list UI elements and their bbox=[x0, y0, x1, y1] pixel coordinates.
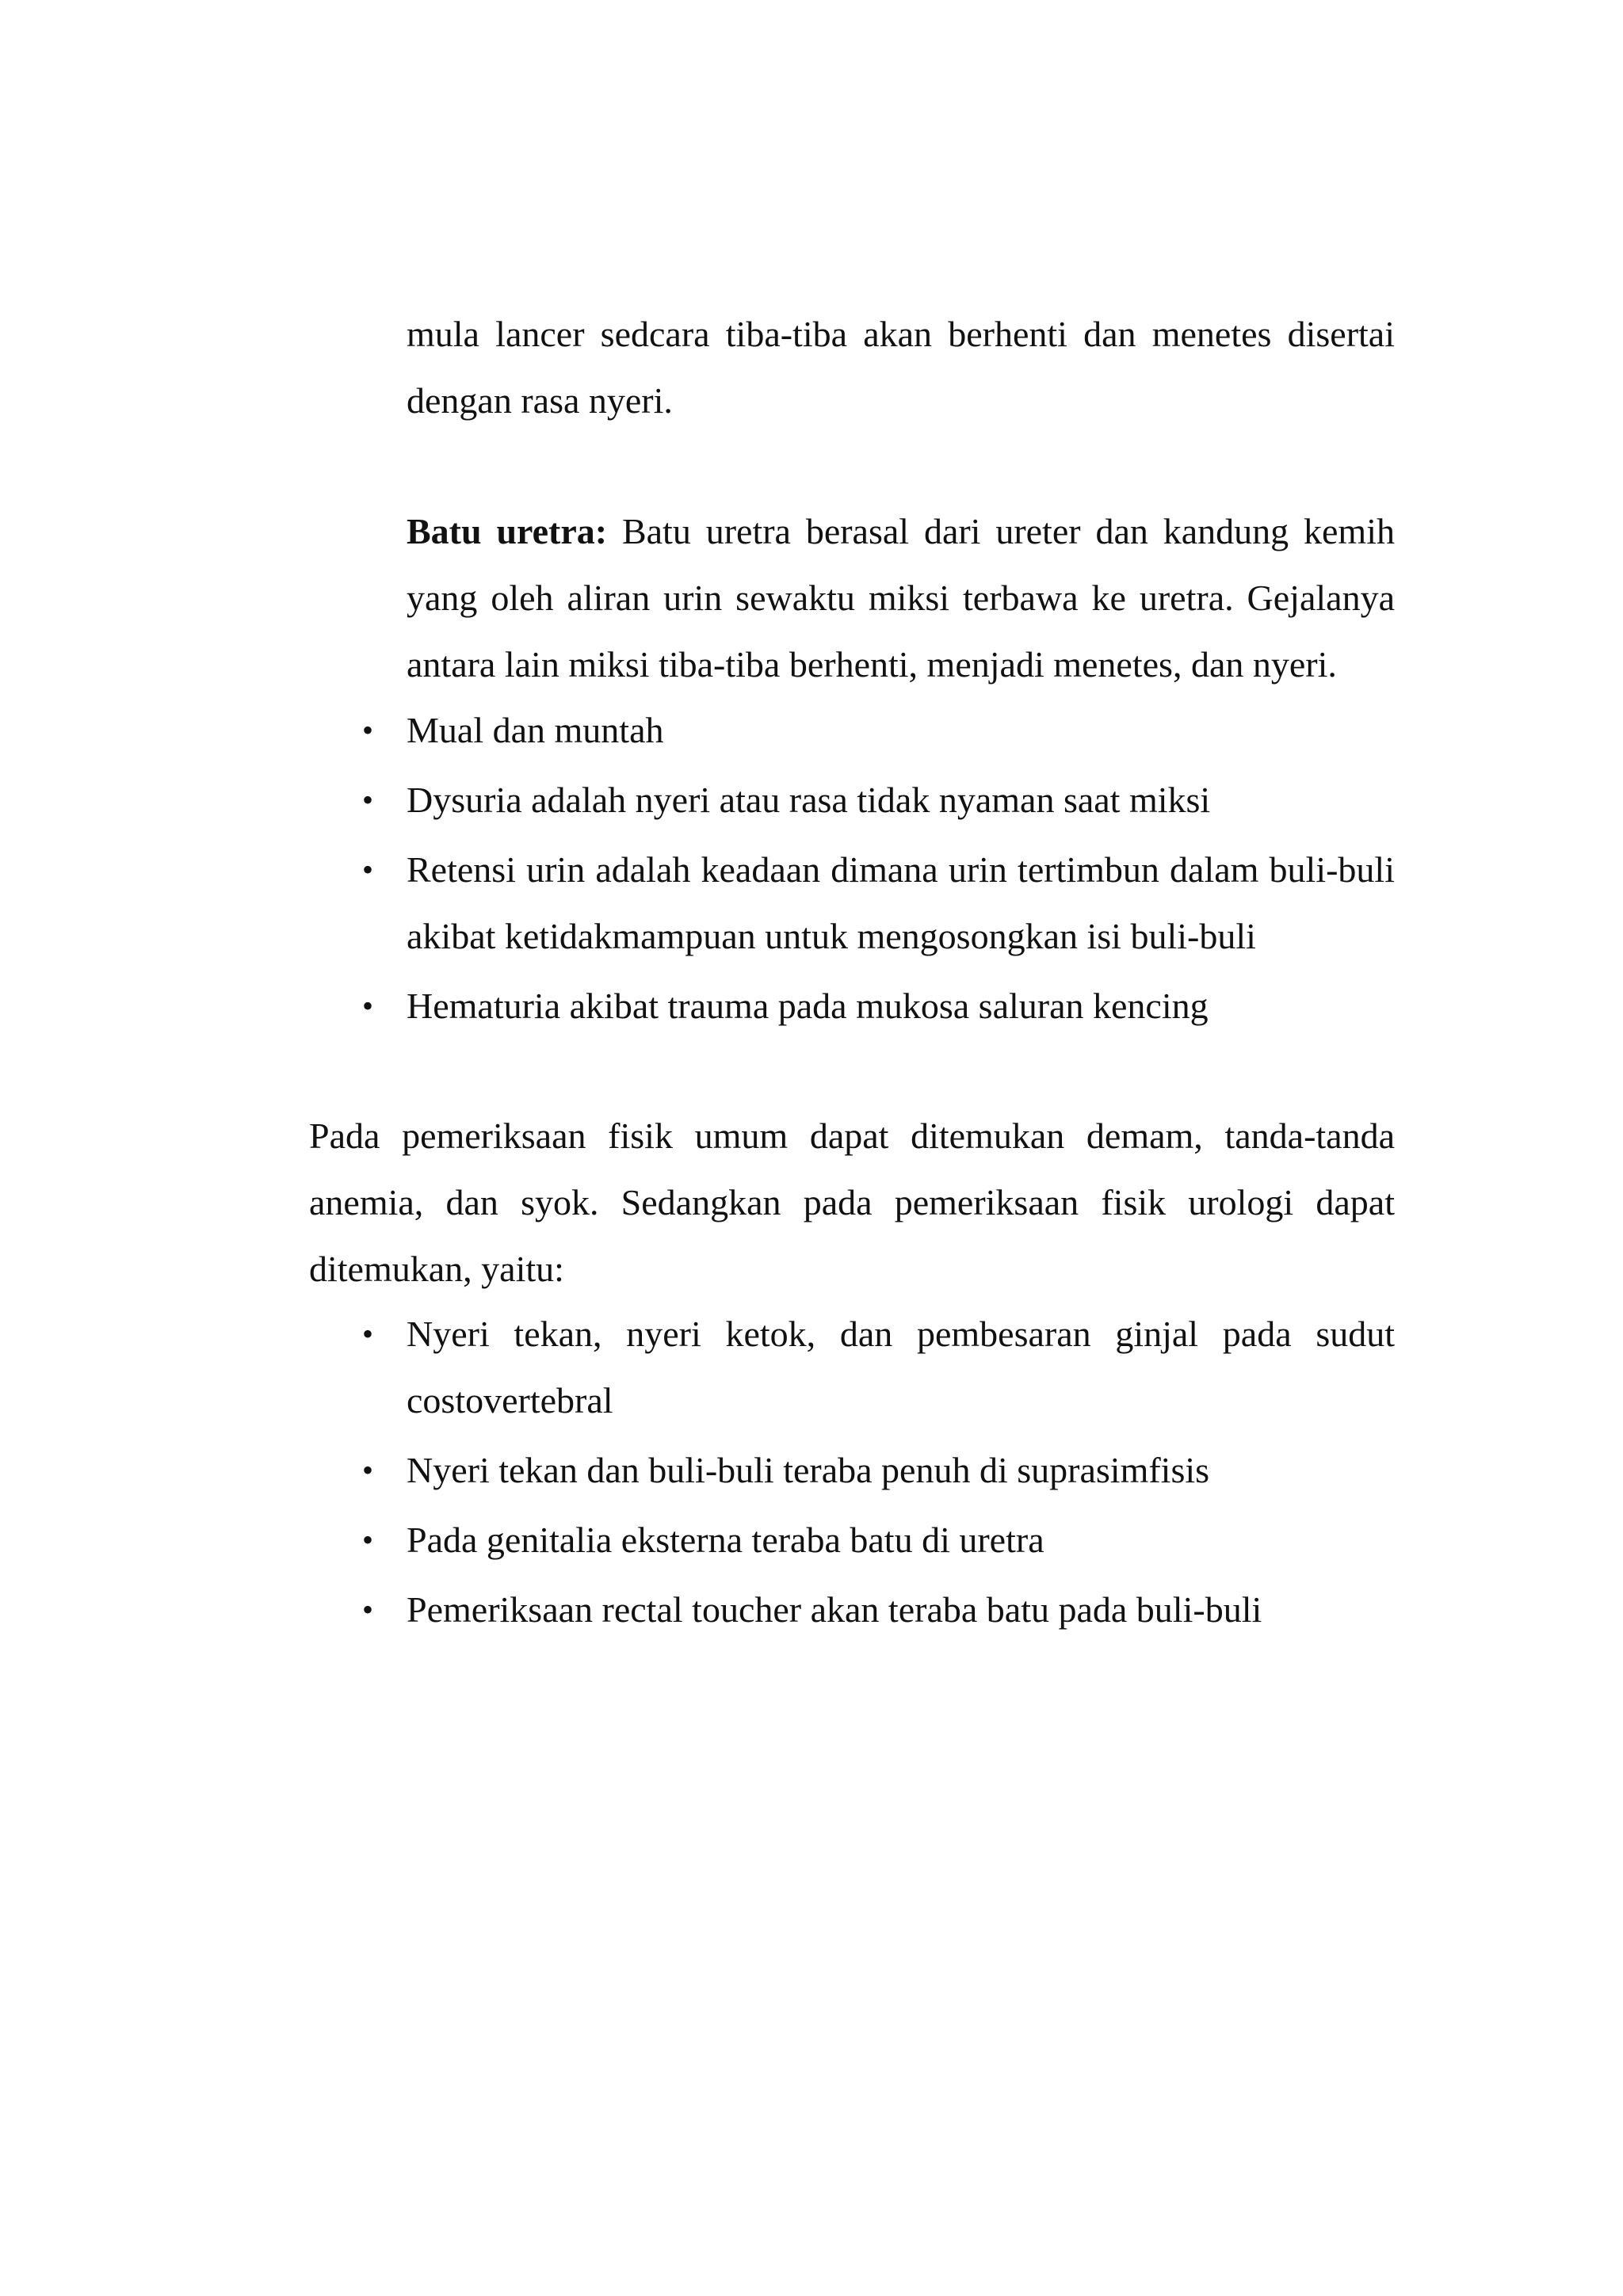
bullet-icon: • bbox=[362, 1316, 374, 1352]
list-item-text: Nyeri tekan, nyeri ketok, dan pembesaran ginjal pada sudut costovertebral bbox=[407, 1314, 1395, 1421]
continuation-paragraph bbox=[407, 301, 1395, 434]
batu-uretra-description: Batu uretra berasal dari ureter dan kandung kemih yang oleh aliran urin sewaktu miksi terbawa ke uretra. Gejalanya antara lain miksi tiba-tiba berhenti, menjadi menetes, dan nyeri. bbox=[407, 511, 1395, 685]
list-item-text: Pada genitalia eksterna teraba batu di uretra bbox=[407, 1520, 1044, 1560]
list-item bbox=[309, 697, 1395, 764]
physical-exam-text: Pada pemeriksaan fisik umum dapat ditemukan demam, tanda-tanda anemia, dan syok. Sedangkan pada pemeriksaan fisik urologi dapat ditemukan, yaitu: bbox=[309, 1116, 1395, 1289]
list-item bbox=[309, 973, 1395, 1039]
list-item-text: Dysuria adalah nyeri atau rasa tidak nyaman saat miksi bbox=[407, 780, 1211, 820]
list-item bbox=[309, 767, 1395, 833]
batu-uretra-term: Batu uretra: bbox=[407, 511, 608, 551]
continuation-text: mula lancer sedcara tiba-tiba akan berhenti dan menetes disertai dengan rasa nyeri. bbox=[407, 314, 1395, 421]
list-item bbox=[309, 837, 1395, 970]
list-item bbox=[309, 1577, 1395, 1643]
list-item-text: Pemeriksaan rectal toucher akan teraba batu pada buli-buli bbox=[407, 1589, 1262, 1630]
bullet-icon: • bbox=[362, 852, 374, 887]
list-item-text: Hematuria akibat trauma pada mukosa saluran kencing bbox=[407, 986, 1209, 1026]
list-item-text: Retensi urin adalah keadaan dimana urin tertimbun dalam buli-buli akibat ketidakmampuan untuk mengosongkan isi buli-buli bbox=[407, 849, 1395, 956]
physical-exam-paragraph bbox=[309, 1103, 1395, 1302]
bullet-icon: • bbox=[362, 712, 374, 748]
batu-uretra-text bbox=[407, 498, 1395, 698]
exam-findings-list-container bbox=[309, 1301, 1395, 1646]
symptoms-list bbox=[309, 697, 1395, 1039]
batu-uretra-paragraph bbox=[407, 498, 1395, 698]
list-item-text: Nyeri tekan dan buli-buli teraba penuh di suprasimfisis bbox=[407, 1450, 1210, 1490]
bullet-icon: • bbox=[362, 988, 374, 1024]
symptoms-list-container bbox=[309, 697, 1395, 1043]
list-item bbox=[309, 1301, 1395, 1434]
list-item bbox=[309, 1437, 1395, 1504]
list-item-text: Mual dan muntah bbox=[407, 710, 664, 750]
bullet-icon: • bbox=[362, 1452, 374, 1488]
list-item bbox=[309, 1507, 1395, 1573]
exam-findings-list bbox=[309, 1301, 1395, 1643]
bullet-icon: • bbox=[362, 782, 374, 818]
bullet-icon: • bbox=[362, 1522, 374, 1558]
bullet-icon: • bbox=[362, 1592, 374, 1627]
